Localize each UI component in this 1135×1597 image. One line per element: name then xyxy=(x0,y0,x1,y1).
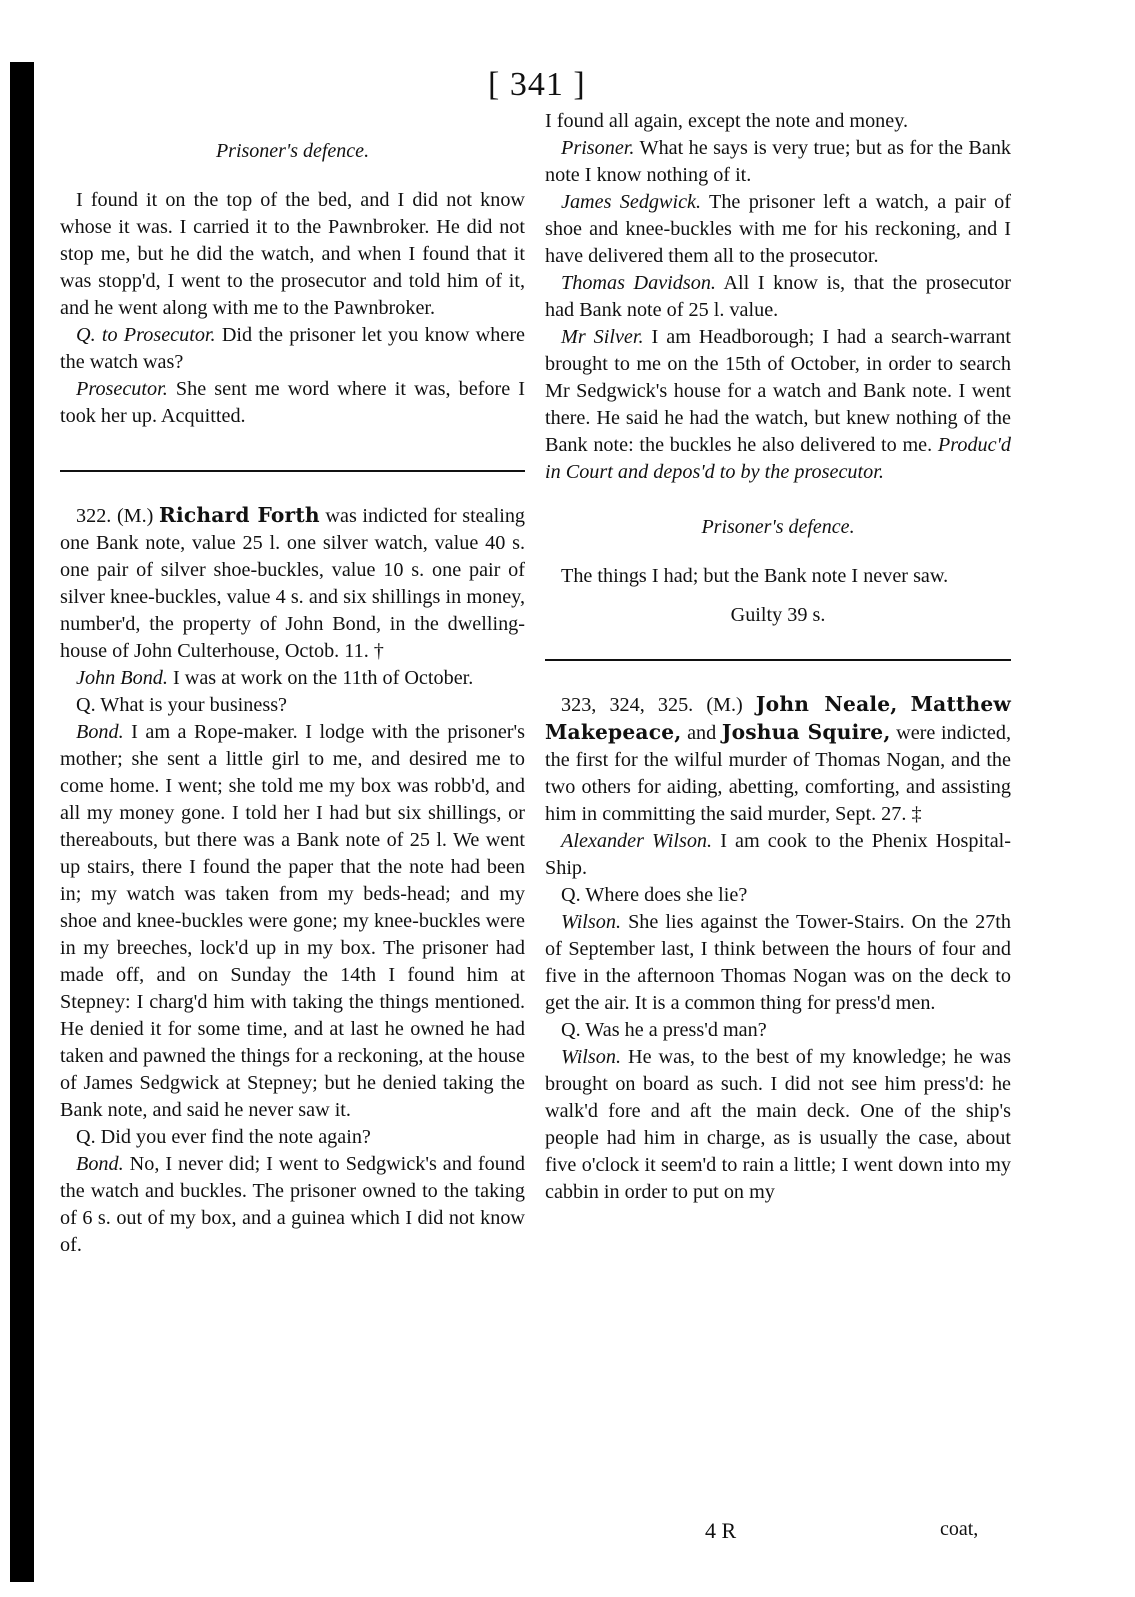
testimony-text: He was, to the best of my knowledge; he was brought on board as such. I did not see him press'd: he walk'd fore and aft the main deck. One of the ship's people had him in charge, as is usually the case, about five o'clock it seem'd to rain a little; I went down into my cabbin in order to put on my xyxy=(545,1046,1012,1203)
defence-paragraph: I found it on the top of the bed, and I did not know whose it was. I carried it to the Pawnbroker. He did not stop me, but he did the watch, and when I found that it was stopp'd, I went to the prosecutor and told him of it, and he went along with me to the Pawnbroker. xyxy=(60,189,525,319)
page-number: [ 341 ] xyxy=(488,66,586,103)
right-column xyxy=(545,100,1011,1206)
indictment-text: were indicted, the first for the wilful murder of Thomas Nogan, and the two others for aiding, abetting, comforting, and assisting him in committing the said murder, Sept. 27. ‡ xyxy=(545,722,1012,825)
question-to-prosecutor xyxy=(60,322,525,376)
defendant-name: Joshua Squire, xyxy=(721,720,891,744)
testimony-text: She lies against the Tower-Stairs. On the 27th of September last, I think between the hours of four and five in the afternoon Thomas Nogan was on the deck to get the air. It is a common thing for press'd men. xyxy=(545,911,1011,1014)
case-322-indictment xyxy=(60,502,525,665)
catchword: coat, xyxy=(940,1518,979,1540)
speaker-label: Mr Silver. xyxy=(561,326,644,348)
verdict: Guilty 39 s. xyxy=(730,604,826,626)
testimony-text: I am a Rope-maker. I lodge with the prisoner's mother; she sent a little girl to me, and desired me to come home. I went; she told me my box was robb'd, and all my money gone. I told her I had but six shillings, or thereabouts, but there was a Bank note of 25 l. We went up stairs, there I found the paper that the note had been in; my watch was taken from my beds-head; and my shoe and knee-buckles were gone; my knee-buckles were in my breeches, lock'd up in my box. The prisoner had made off, and on Sunday the 14th I found him at Stepney: I charg'd him with taking the things mentioned. He denied it for some time, and at last he owned he had taken and pawned the things for a reckoning, at the house of James Sedgwick at Stepney; but he denied taking the Bank note, and said he never saw it. xyxy=(60,721,525,1121)
case-323-indictment xyxy=(545,691,1011,828)
testimony-text: What he says is very true; but as for the Bank note I know nothing of it. xyxy=(545,137,1012,186)
speaker-label: Thomas Davidson. xyxy=(561,272,716,294)
speaker-label: Alexander Wilson. xyxy=(561,830,713,852)
indictment-text: was indicted for stealing one Bank note, value 25 l. one silver watch, value 40 s. one pair of silver shoe-buckles, value 10 s. one pair of silver knee-buckles, value 4 s. and six shillings in money, number'd, the property of John Bond, in the dwelling-house of John Culterhouse, Octob. 11. † xyxy=(60,505,526,662)
testimony-text: The prisoner left a watch, a pair of shoe and knee-buckles with me for his reckoning, and I have delivered them all to the prosecutor. xyxy=(545,191,1011,267)
defendant-name: John Neale, xyxy=(755,692,898,716)
speaker-label: Q. to Prosecutor. xyxy=(76,324,216,346)
testimony-silver xyxy=(545,324,1011,486)
testimony-prisoner xyxy=(545,135,1011,189)
testimony-bond-2 xyxy=(60,719,525,1124)
testimony-bond-3 xyxy=(60,1151,525,1259)
speaker-label: John Bond. xyxy=(76,667,168,689)
heading-prisoners-defence-2: Prisoner's defence. xyxy=(701,516,855,538)
testimony-wilson-3 xyxy=(545,1044,1011,1206)
left-column xyxy=(60,100,525,1259)
question-where-lie: Q. Where does she lie? xyxy=(561,884,748,906)
section-divider xyxy=(545,659,1011,661)
answer-text: She sent me word where it was, before I took her up. Acquitted. xyxy=(60,378,526,427)
case-number: 323, 324, 325. (M.) xyxy=(561,694,743,716)
testimony-text: I am cook to the Phenix Hospital-Ship. xyxy=(545,830,1012,879)
case-number: 322. (M.) xyxy=(76,505,154,527)
conjunction: and xyxy=(687,722,717,744)
speaker-label: Bond. xyxy=(76,721,124,743)
question-note-again: Q. Did you ever find the note again? xyxy=(76,1126,371,1148)
signature-mark: 4 R xyxy=(705,1518,737,1543)
testimony-sedgwick xyxy=(545,189,1011,270)
speaker-label: Prosecutor. xyxy=(76,378,168,400)
testimony-wilson-2 xyxy=(545,909,1011,1017)
testimony-text: I was at work on the 11th of October. xyxy=(173,667,474,689)
question-pressd: Q. Was he a press'd man? xyxy=(561,1019,767,1041)
defence-statement: The things I had; but the Bank note I never saw. xyxy=(561,565,949,587)
section-divider xyxy=(60,470,525,472)
question-text: Did the prisoner let you know where the watch was? xyxy=(60,324,525,373)
testimony-bond-1 xyxy=(60,665,525,692)
question-business: Q. What is your business? xyxy=(76,694,288,716)
testimony-davidson xyxy=(545,270,1011,324)
speaker-label: Prisoner. xyxy=(561,137,635,159)
court-note: Produc'd in Court and depos'd to by the prosecutor. xyxy=(545,434,1011,483)
speaker-label: Wilson. xyxy=(561,1046,622,1068)
testimony-text: All I know is, that the prosecutor had Bank note of 25 l. value. xyxy=(545,272,1012,321)
continued-paragraph: I found all again, except the note and money. xyxy=(545,110,909,132)
speaker-label: Bond. xyxy=(76,1153,124,1175)
prosecutor-answer xyxy=(60,376,525,430)
testimony-text: No, I never did; I went to Sedgwick's and found the watch and buckles. The prisoner owned to the taking of 6 s. out of my box, and a guinea which I did not know of. xyxy=(60,1153,526,1256)
speaker-label: James Sedgwick. xyxy=(561,191,702,213)
heading-prisoners-defence: Prisoner's defence. xyxy=(215,140,370,162)
defendant-name: Richard Forth xyxy=(159,503,320,527)
defendant-name: Matthew Makepeace, xyxy=(545,692,1012,744)
speaker-label: Wilson. xyxy=(561,911,622,933)
binding-edge xyxy=(10,62,34,1582)
testimony-text: I am Headborough; I had a search-warrant brought to me on the 15th of October, in order to search Mr Sedgwick's house for a watch and Bank note. I went there. He said he had the watch, but knew nothing of the Bank note: the buckles he also delivered to me. xyxy=(545,326,1012,456)
testimony-wilson-1 xyxy=(545,828,1011,882)
